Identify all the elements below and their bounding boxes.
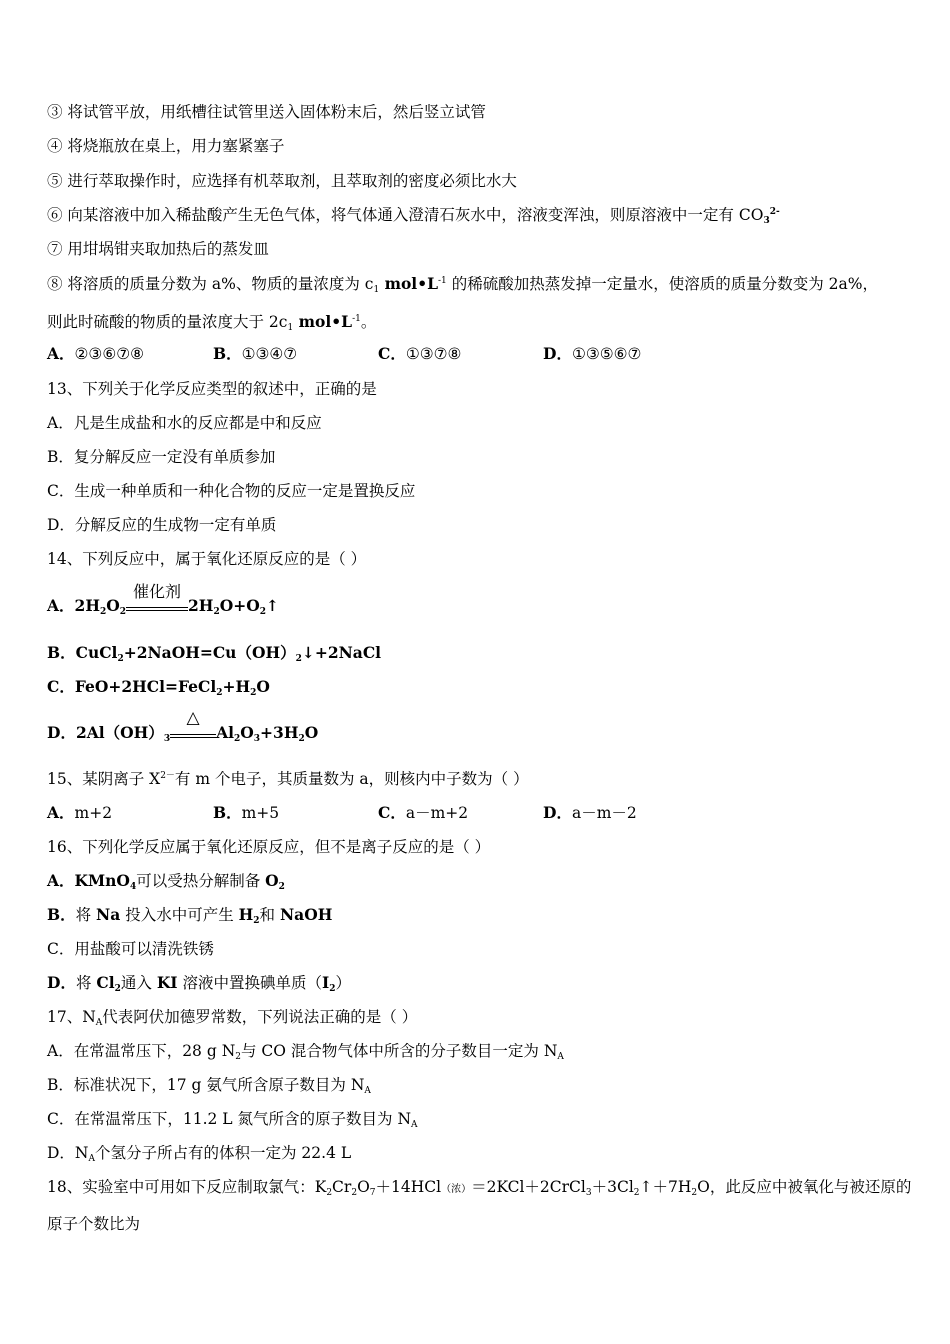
- q12-option-b: B．①③④⑦: [213, 344, 298, 363]
- q17-option-a: A．在常温常压下，28 g $N_2$与 CO 混合物气体中所含的分子数目一定为 $N_A$: [47, 1042, 564, 1062]
- q15-option-a: A．m+2: [47, 803, 113, 822]
- q18-stem: 18、实验室中可用如下反应制取氯气：$K_2Cr_2O_7+14HCl$（浓）$=2KCl+2CrCl_3+3Cl_2↑+7H_2O$，此反应中被氧化与被还原的: [47, 1178, 912, 1198]
- item-8-cont: 则此时硫酸的物质的量浓度大于 $2c_1$ $mol•L^{-1}$。: [47, 312, 377, 333]
- q16-option-b: B．将 Na 投入水中可产生 $H_2$和 NaOH: [47, 905, 333, 926]
- q13-stem: 13、下列关于化学反应类型的叙述中，正确的是: [47, 380, 377, 398]
- q15-option-c: C．a－m+2: [378, 803, 469, 822]
- catalyst-reaction-sign: 催化剂: [126, 596, 188, 616]
- item-8: ⑧ 将溶质的质量分数为 a%、物质的量浓度为 $c_1$ $mol•L^{-1}$ 的稀硫酸加热蒸发掉一定量水，使溶质的质量分数变为 2a%，: [47, 274, 878, 295]
- q16-option-d: D．将 $Cl_2$通入 KI 溶液中置换碘单质$(I_2)$: [47, 973, 352, 994]
- q13-option-a: A．凡是生成盐和水的反应都是中和反应: [47, 414, 322, 432]
- q16-stem: 16、下列化学反应属于氧化还原反应，但不是离子反应的是（ ）: [47, 838, 491, 856]
- q12-option-c: C．①③⑦⑧: [378, 344, 462, 363]
- q17-stem: 17、$N_A$代表阿伏加德罗常数，下列说法正确的是（ ）: [47, 1008, 418, 1028]
- q15-option-d: D．a－m－2: [543, 803, 637, 822]
- q14-option-c: C．$FeO+2HCl=FeCl_2+H_2O$: [47, 677, 270, 698]
- q14-option-d: D．$2Al(OH)_3$ △ $Al_2O_3+3H_2O$: [47, 708, 319, 744]
- item-4: ④ 将烧瓶放在桌上，用力塞紧塞子: [47, 137, 285, 155]
- q12-option-a: A．②③⑥⑦⑧: [47, 344, 145, 363]
- q13-option-d: D．分解反应的生成物一定有单质: [47, 516, 277, 534]
- heat-reaction-sign: △: [170, 723, 216, 743]
- item-7: ⑦ 用坩埚钳夹取加热后的蒸发皿: [47, 240, 269, 258]
- item-3: ③ 将试管平放，用纸槽往试管里送入固体粉末后，然后竖立试管: [47, 103, 486, 121]
- q16-option-c: C．用盐酸可以清洗铁锈: [47, 940, 214, 958]
- q17-option-b: B．标准状况下，17 g 氨气所含原子数目为 $N_A$: [47, 1076, 371, 1096]
- q15-stem: 15、某阴离子 $X^{2-}$有 m 个电子，其质量数为 a，则核内中子数为（ ）: [47, 770, 529, 788]
- q13-option-b: B．复分解反应一定没有单质参加: [47, 448, 276, 466]
- q12-option-d: D．①③⑤⑥⑦: [543, 344, 642, 363]
- item-6: ⑥ 向某溶液中加入稀盐酸产生无色气体，将气体通入澄清石灰水中，溶液变浑浊，则原溶液中一定有 $CO_3^{2-}$: [47, 206, 780, 226]
- q14-option-b: B．$CuCl_2+2NaOH=Cu(OH)_2↓+2NaCl$: [47, 643, 382, 664]
- q17-option-d: D．$N_A$个氢分子所占有的体积一定为 22.4 L: [47, 1144, 352, 1164]
- q16-option-a: A．KMnO$_4$可以受热分解制备 $O_2$: [47, 871, 285, 892]
- q17-option-c: C．在常温常压下，11.2 L 氮气所含的原子数目为 $N_A$: [47, 1110, 418, 1130]
- q18-stem-cont: 原子个数比为: [47, 1215, 141, 1233]
- q13-option-c: C．生成一种单质和一种化合物的反应一定是置换反应: [47, 482, 416, 500]
- q15-option-b: B．m+5: [213, 803, 280, 822]
- q14-option-a: A．$2H_2O_2$ 催化剂 $2H_2O+O_2↑$: [47, 582, 279, 617]
- q14-stem: 14、下列反应中，属于氧化还原反应的是（ ）: [47, 550, 367, 568]
- item-5: ⑤ 进行萃取操作时，应选择有机萃取剂，且萃取剂的密度必须比水大: [47, 172, 517, 190]
